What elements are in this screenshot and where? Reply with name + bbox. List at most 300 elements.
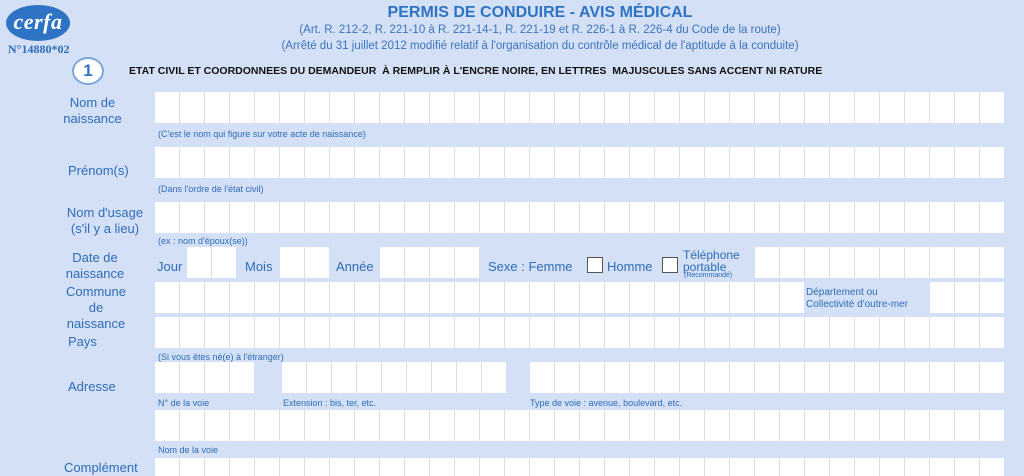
char-box[interactable] xyxy=(680,282,704,313)
char-box[interactable] xyxy=(880,410,904,441)
char-box[interactable] xyxy=(630,92,654,123)
char-box[interactable] xyxy=(955,92,979,123)
char-box[interactable] xyxy=(480,282,504,313)
char-box[interactable] xyxy=(255,202,279,233)
char-box[interactable] xyxy=(955,317,979,348)
char-box[interactable] xyxy=(830,410,854,441)
char-box[interactable] xyxy=(830,458,854,476)
char-box[interactable] xyxy=(430,92,454,123)
departement-input[interactable] xyxy=(930,282,1004,313)
char-box[interactable] xyxy=(805,147,829,178)
char-box[interactable] xyxy=(755,247,779,278)
char-box[interactable] xyxy=(655,202,679,233)
char-box[interactable] xyxy=(805,202,829,233)
char-box[interactable] xyxy=(705,202,729,233)
char-box[interactable] xyxy=(730,317,754,348)
char-box[interactable] xyxy=(980,458,1004,476)
char-box[interactable] xyxy=(180,282,204,313)
char-box[interactable] xyxy=(605,317,629,348)
char-box[interactable] xyxy=(405,92,429,123)
char-box[interactable] xyxy=(805,410,829,441)
char-box[interactable] xyxy=(255,458,279,476)
char-box[interactable] xyxy=(705,362,729,393)
char-box[interactable] xyxy=(455,92,479,123)
char-box[interactable] xyxy=(430,282,454,313)
char-box[interactable] xyxy=(180,202,204,233)
char-box[interactable] xyxy=(805,317,829,348)
char-box[interactable] xyxy=(755,362,779,393)
char-box[interactable] xyxy=(505,202,529,233)
char-box[interactable] xyxy=(430,147,454,178)
char-box[interactable] xyxy=(505,282,529,313)
complement-input[interactable] xyxy=(155,458,1004,476)
char-box[interactable] xyxy=(205,458,229,476)
char-box[interactable] xyxy=(780,247,804,278)
char-box[interactable] xyxy=(955,458,979,476)
char-box[interactable] xyxy=(530,147,554,178)
char-box[interactable] xyxy=(755,317,779,348)
char-box[interactable] xyxy=(830,202,854,233)
char-box[interactable] xyxy=(330,147,354,178)
char-box[interactable] xyxy=(355,410,379,441)
char-box[interactable] xyxy=(730,202,754,233)
char-box[interactable] xyxy=(855,247,879,278)
char-box[interactable] xyxy=(905,92,929,123)
char-box[interactable] xyxy=(180,362,204,393)
char-box[interactable] xyxy=(405,247,429,278)
char-box[interactable] xyxy=(355,317,379,348)
char-box[interactable] xyxy=(555,317,579,348)
char-box[interactable] xyxy=(230,317,254,348)
char-box[interactable] xyxy=(280,458,304,476)
char-box[interactable] xyxy=(282,362,306,393)
char-box[interactable] xyxy=(630,147,654,178)
char-box[interactable] xyxy=(630,202,654,233)
char-box[interactable] xyxy=(305,247,329,278)
char-box[interactable] xyxy=(755,458,779,476)
char-box[interactable] xyxy=(580,202,604,233)
char-box[interactable] xyxy=(230,410,254,441)
char-box[interactable] xyxy=(280,247,304,278)
char-box[interactable] xyxy=(855,362,879,393)
char-box[interactable] xyxy=(930,92,954,123)
char-box[interactable] xyxy=(482,362,506,393)
char-box[interactable] xyxy=(830,147,854,178)
char-box[interactable] xyxy=(780,202,804,233)
char-box[interactable] xyxy=(680,317,704,348)
char-box[interactable] xyxy=(930,202,954,233)
char-box[interactable] xyxy=(680,410,704,441)
char-box[interactable] xyxy=(255,92,279,123)
char-box[interactable] xyxy=(880,92,904,123)
nom-naissance-input[interactable] xyxy=(155,92,1004,123)
char-box[interactable] xyxy=(480,317,504,348)
char-box[interactable] xyxy=(930,458,954,476)
femme-checkbox[interactable] xyxy=(587,257,603,273)
char-box[interactable] xyxy=(455,202,479,233)
char-box[interactable] xyxy=(530,202,554,233)
char-box[interactable] xyxy=(505,317,529,348)
char-box[interactable] xyxy=(280,147,304,178)
char-box[interactable] xyxy=(555,458,579,476)
char-box[interactable] xyxy=(255,410,279,441)
char-box[interactable] xyxy=(880,202,904,233)
extension-input[interactable] xyxy=(282,362,506,393)
char-box[interactable] xyxy=(880,247,904,278)
char-box[interactable] xyxy=(655,362,679,393)
char-box[interactable] xyxy=(605,410,629,441)
char-box[interactable] xyxy=(205,202,229,233)
char-box[interactable] xyxy=(905,147,929,178)
char-box[interactable] xyxy=(580,147,604,178)
char-box[interactable] xyxy=(230,92,254,123)
char-box[interactable] xyxy=(880,458,904,476)
char-box[interactable] xyxy=(705,92,729,123)
char-box[interactable] xyxy=(680,458,704,476)
char-box[interactable] xyxy=(580,458,604,476)
char-box[interactable] xyxy=(305,317,329,348)
char-box[interactable] xyxy=(455,410,479,441)
char-box[interactable] xyxy=(205,282,229,313)
char-box[interactable] xyxy=(705,410,729,441)
char-box[interactable] xyxy=(530,458,554,476)
char-box[interactable] xyxy=(780,147,804,178)
char-box[interactable] xyxy=(905,458,929,476)
char-box[interactable] xyxy=(555,92,579,123)
char-box[interactable] xyxy=(305,410,329,441)
char-box[interactable] xyxy=(530,362,554,393)
char-box[interactable] xyxy=(730,92,754,123)
char-box[interactable] xyxy=(455,147,479,178)
char-box[interactable] xyxy=(505,92,529,123)
char-box[interactable] xyxy=(255,147,279,178)
char-box[interactable] xyxy=(855,202,879,233)
char-box[interactable] xyxy=(305,282,329,313)
char-box[interactable] xyxy=(780,92,804,123)
char-box[interactable] xyxy=(280,317,304,348)
char-box[interactable] xyxy=(930,247,954,278)
char-box[interactable] xyxy=(380,147,404,178)
char-box[interactable] xyxy=(555,147,579,178)
char-box[interactable] xyxy=(605,147,629,178)
char-box[interactable] xyxy=(555,282,579,313)
char-box[interactable] xyxy=(580,410,604,441)
char-box[interactable] xyxy=(280,282,304,313)
char-box[interactable] xyxy=(230,202,254,233)
char-box[interactable] xyxy=(655,410,679,441)
char-box[interactable] xyxy=(605,362,629,393)
char-box[interactable] xyxy=(380,410,404,441)
char-box[interactable] xyxy=(730,147,754,178)
char-box[interactable] xyxy=(330,282,354,313)
char-box[interactable] xyxy=(755,202,779,233)
char-box[interactable] xyxy=(980,317,1004,348)
char-box[interactable] xyxy=(955,410,979,441)
char-box[interactable] xyxy=(980,202,1004,233)
char-box[interactable] xyxy=(405,202,429,233)
char-box[interactable] xyxy=(430,202,454,233)
char-box[interactable] xyxy=(180,317,204,348)
char-box[interactable] xyxy=(630,458,654,476)
char-box[interactable] xyxy=(955,202,979,233)
char-box[interactable] xyxy=(455,282,479,313)
char-box[interactable] xyxy=(480,202,504,233)
char-box[interactable] xyxy=(555,202,579,233)
char-box[interactable] xyxy=(955,362,979,393)
char-box[interactable] xyxy=(705,147,729,178)
homme-checkbox[interactable] xyxy=(662,257,678,273)
char-box[interactable] xyxy=(855,92,879,123)
char-box[interactable] xyxy=(930,282,954,313)
char-box[interactable] xyxy=(855,147,879,178)
char-box[interactable] xyxy=(430,458,454,476)
char-box[interactable] xyxy=(580,362,604,393)
char-box[interactable] xyxy=(930,362,954,393)
commune-naissance-input[interactable] xyxy=(155,282,804,313)
char-box[interactable] xyxy=(805,247,829,278)
char-box[interactable] xyxy=(555,362,579,393)
char-box[interactable] xyxy=(905,317,929,348)
char-box[interactable] xyxy=(155,202,179,233)
char-box[interactable] xyxy=(230,282,254,313)
char-box[interactable] xyxy=(630,410,654,441)
char-box[interactable] xyxy=(230,147,254,178)
char-box[interactable] xyxy=(930,317,954,348)
char-box[interactable] xyxy=(355,92,379,123)
char-box[interactable] xyxy=(905,362,929,393)
char-box[interactable] xyxy=(505,458,529,476)
char-box[interactable] xyxy=(505,410,529,441)
char-box[interactable] xyxy=(955,247,979,278)
char-box[interactable] xyxy=(330,202,354,233)
char-box[interactable] xyxy=(155,410,179,441)
char-box[interactable] xyxy=(505,147,529,178)
char-box[interactable] xyxy=(705,458,729,476)
char-box[interactable] xyxy=(805,92,829,123)
char-box[interactable] xyxy=(755,410,779,441)
char-box[interactable] xyxy=(780,458,804,476)
char-box[interactable] xyxy=(530,92,554,123)
char-box[interactable] xyxy=(355,458,379,476)
mois-input[interactable] xyxy=(280,247,329,278)
char-box[interactable] xyxy=(630,362,654,393)
char-box[interactable] xyxy=(380,282,404,313)
nom-voie-input[interactable] xyxy=(155,410,1004,441)
char-box[interactable] xyxy=(655,317,679,348)
char-box[interactable] xyxy=(455,458,479,476)
char-box[interactable] xyxy=(180,458,204,476)
char-box[interactable] xyxy=(405,410,429,441)
nom-usage-input[interactable] xyxy=(155,202,1004,233)
char-box[interactable] xyxy=(605,458,629,476)
char-box[interactable] xyxy=(405,147,429,178)
char-box[interactable] xyxy=(880,362,904,393)
char-box[interactable] xyxy=(605,202,629,233)
char-box[interactable] xyxy=(980,147,1004,178)
char-box[interactable] xyxy=(480,92,504,123)
char-box[interactable] xyxy=(280,410,304,441)
char-box[interactable] xyxy=(655,458,679,476)
char-box[interactable] xyxy=(155,147,179,178)
char-box[interactable] xyxy=(955,282,979,313)
char-box[interactable] xyxy=(332,362,356,393)
char-box[interactable] xyxy=(480,458,504,476)
char-box[interactable] xyxy=(430,410,454,441)
char-box[interactable] xyxy=(655,282,679,313)
char-box[interactable] xyxy=(880,317,904,348)
char-box[interactable] xyxy=(680,92,704,123)
char-box[interactable] xyxy=(330,92,354,123)
char-box[interactable] xyxy=(980,282,1004,313)
char-box[interactable] xyxy=(830,362,854,393)
char-box[interactable] xyxy=(930,410,954,441)
char-box[interactable] xyxy=(280,92,304,123)
char-box[interactable] xyxy=(180,147,204,178)
char-box[interactable] xyxy=(530,282,554,313)
char-box[interactable] xyxy=(355,147,379,178)
char-box[interactable] xyxy=(205,410,229,441)
char-box[interactable] xyxy=(430,247,454,278)
jour-input[interactable] xyxy=(187,247,236,278)
char-box[interactable] xyxy=(305,202,329,233)
char-box[interactable] xyxy=(805,362,829,393)
char-box[interactable] xyxy=(780,282,804,313)
char-box[interactable] xyxy=(230,458,254,476)
char-box[interactable] xyxy=(955,147,979,178)
char-box[interactable] xyxy=(630,282,654,313)
char-box[interactable] xyxy=(330,317,354,348)
char-box[interactable] xyxy=(405,458,429,476)
char-box[interactable] xyxy=(380,92,404,123)
char-box[interactable] xyxy=(480,410,504,441)
char-box[interactable] xyxy=(680,202,704,233)
char-box[interactable] xyxy=(580,92,604,123)
char-box[interactable] xyxy=(555,410,579,441)
char-box[interactable] xyxy=(855,410,879,441)
char-box[interactable] xyxy=(705,317,729,348)
char-box[interactable] xyxy=(630,317,654,348)
char-box[interactable] xyxy=(980,92,1004,123)
char-box[interactable] xyxy=(980,247,1004,278)
char-box[interactable] xyxy=(755,92,779,123)
char-box[interactable] xyxy=(180,92,204,123)
type-voie-input[interactable] xyxy=(530,362,1004,393)
numero-voie-input[interactable] xyxy=(155,362,254,393)
char-box[interactable] xyxy=(280,202,304,233)
char-box[interactable] xyxy=(905,247,929,278)
char-box[interactable] xyxy=(457,362,481,393)
char-box[interactable] xyxy=(730,362,754,393)
char-box[interactable] xyxy=(455,247,479,278)
char-box[interactable] xyxy=(155,317,179,348)
char-box[interactable] xyxy=(680,147,704,178)
char-box[interactable] xyxy=(205,92,229,123)
char-box[interactable] xyxy=(357,362,381,393)
char-box[interactable] xyxy=(205,362,229,393)
char-box[interactable] xyxy=(205,317,229,348)
char-box[interactable] xyxy=(305,458,329,476)
char-box[interactable] xyxy=(405,282,429,313)
char-box[interactable] xyxy=(380,247,404,278)
char-box[interactable] xyxy=(855,458,879,476)
char-box[interactable] xyxy=(930,147,954,178)
prenoms-input[interactable] xyxy=(155,147,1004,178)
char-box[interactable] xyxy=(355,202,379,233)
char-box[interactable] xyxy=(530,410,554,441)
char-box[interactable] xyxy=(905,410,929,441)
char-box[interactable] xyxy=(255,282,279,313)
char-box[interactable] xyxy=(405,317,429,348)
char-box[interactable] xyxy=(780,317,804,348)
char-box[interactable] xyxy=(155,92,179,123)
char-box[interactable] xyxy=(705,282,729,313)
char-box[interactable] xyxy=(605,92,629,123)
char-box[interactable] xyxy=(730,458,754,476)
char-box[interactable] xyxy=(805,458,829,476)
char-box[interactable] xyxy=(330,458,354,476)
char-box[interactable] xyxy=(305,147,329,178)
char-box[interactable] xyxy=(180,410,204,441)
char-box[interactable] xyxy=(680,362,704,393)
char-box[interactable] xyxy=(730,282,754,313)
char-box[interactable] xyxy=(655,147,679,178)
char-box[interactable] xyxy=(905,202,929,233)
char-box[interactable] xyxy=(187,247,211,278)
char-box[interactable] xyxy=(730,410,754,441)
char-box[interactable] xyxy=(330,410,354,441)
char-box[interactable] xyxy=(780,362,804,393)
char-box[interactable] xyxy=(830,92,854,123)
char-box[interactable] xyxy=(155,362,179,393)
char-box[interactable] xyxy=(305,92,329,123)
char-box[interactable] xyxy=(655,92,679,123)
char-box[interactable] xyxy=(380,202,404,233)
telephone-input[interactable] xyxy=(755,247,1004,278)
char-box[interactable] xyxy=(455,317,479,348)
char-box[interactable] xyxy=(430,317,454,348)
char-box[interactable] xyxy=(255,317,279,348)
char-box[interactable] xyxy=(780,410,804,441)
char-box[interactable] xyxy=(755,282,779,313)
annee-input[interactable] xyxy=(380,247,479,278)
char-box[interactable] xyxy=(530,317,554,348)
char-box[interactable] xyxy=(380,317,404,348)
char-box[interactable] xyxy=(980,362,1004,393)
char-box[interactable] xyxy=(480,147,504,178)
char-box[interactable] xyxy=(307,362,331,393)
char-box[interactable] xyxy=(755,147,779,178)
char-box[interactable] xyxy=(830,317,854,348)
char-box[interactable] xyxy=(880,147,904,178)
char-box[interactable] xyxy=(155,458,179,476)
char-box[interactable] xyxy=(205,147,229,178)
char-box[interactable] xyxy=(432,362,456,393)
char-box[interactable] xyxy=(380,458,404,476)
char-box[interactable] xyxy=(855,317,879,348)
char-box[interactable] xyxy=(230,362,254,393)
char-box[interactable] xyxy=(830,247,854,278)
char-box[interactable] xyxy=(580,282,604,313)
char-box[interactable] xyxy=(212,247,236,278)
char-box[interactable] xyxy=(155,282,179,313)
char-box[interactable] xyxy=(580,317,604,348)
pays-input[interactable] xyxy=(155,317,1004,348)
char-box[interactable] xyxy=(382,362,406,393)
char-box[interactable] xyxy=(980,410,1004,441)
char-box[interactable] xyxy=(407,362,431,393)
char-box[interactable] xyxy=(355,282,379,313)
char-box[interactable] xyxy=(605,282,629,313)
